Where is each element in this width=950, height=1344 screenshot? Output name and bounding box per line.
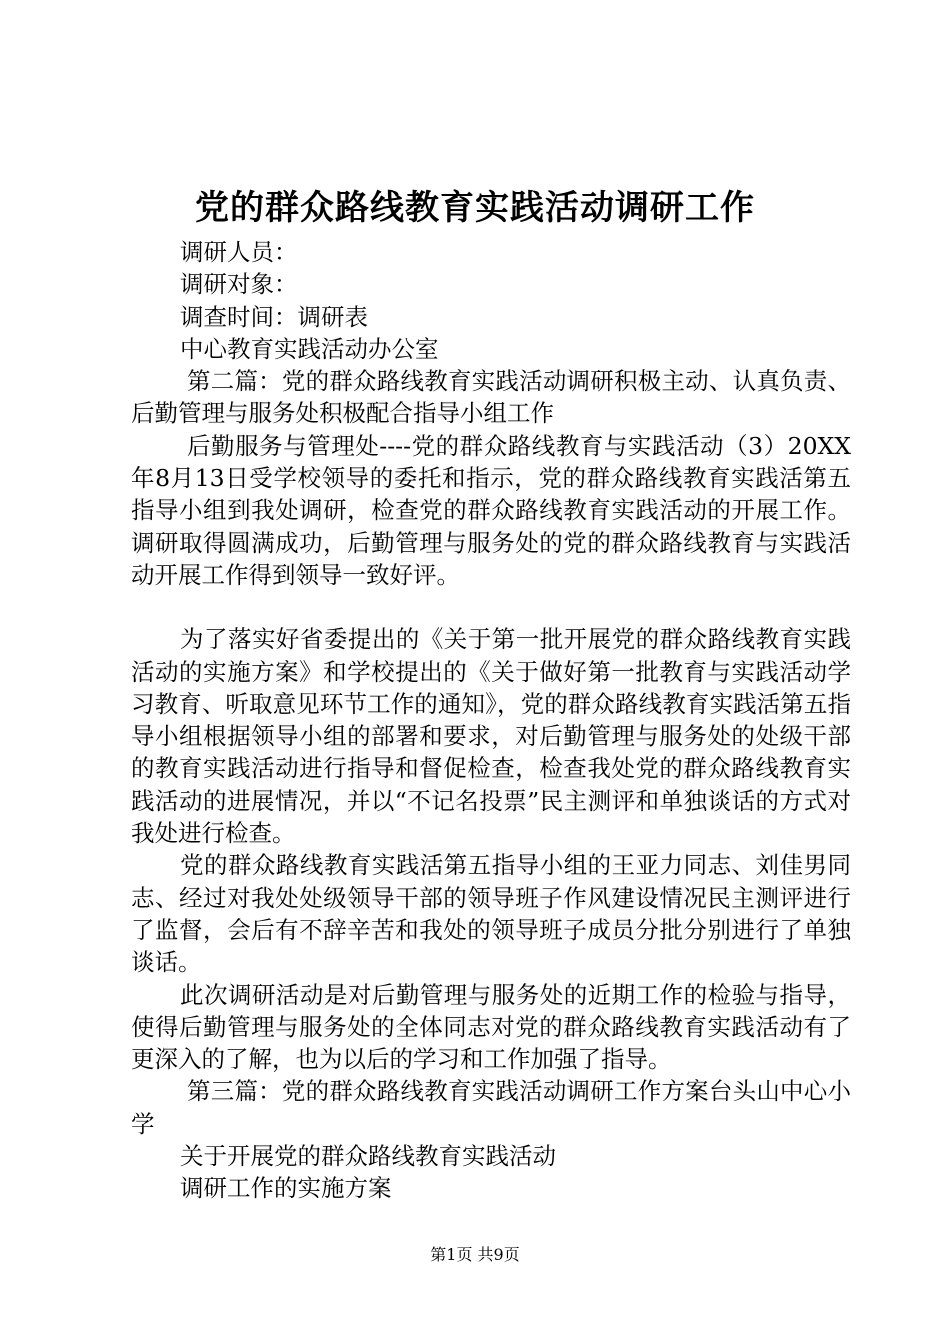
paragraph: 为了落实好省委提出的《关于第一批开展党的群众路线教育实践活动的实施方案》和学校提出的《关于做好第一批教育与实践活动学习教育、听取意见环节工作的通知》，党的群众路线教育实践活第五指导小组根据领导小组的部署和要求，对后勤管理与服务处的处级干部的教育实践活动进行指导和督促检查，检查我处党的群众路线教育实践活动的进展情况，并以“不记名投票”民主测评和单独谈话的方式对我处进行检查。 xyxy=(131,625,851,848)
plan-subtitle-line: 调研工作的实施方案 xyxy=(180,1174,392,1203)
research-target-line: 调研对象： xyxy=(180,270,298,299)
document-body xyxy=(131,236,851,1205)
office-line: 中心教育实践活动办公室 xyxy=(180,334,439,363)
paragraph: 后勤服务与管理处----党的群众路线教育与实践活动（3）20XX年8月13日受学校领导的委托和指示，党的群众路线教育实践活第五指导小组到我处调研，检查党的群众路线教育实践活动的开展工作。调研取得圆满成功，后勤管理与服务处的党的群众路线教育与实践活动开展工作得到领导一致好评。 xyxy=(131,431,851,589)
paragraph: 此次调研活动是对后勤管理与服务处的近期工作的检验与指导，使得后勤管理与服务处的全体同志对党的群众路线教育实践活动有了更深入的了解，也为以后的学习和工作加强了指导。 xyxy=(131,980,851,1074)
survey-time-line: 调查时间：调研表 xyxy=(180,302,368,331)
chapter-three-heading: 第三篇：党的群众路线教育实践活动调研工作方案台头山中心小学 xyxy=(131,1077,851,1138)
researcher-line: 调研人员： xyxy=(180,238,298,266)
plan-title-line: 关于开展党的群众路线教育实践活动 xyxy=(180,1142,556,1171)
chapter-two-heading: 第二篇：党的群众路线教育实践活动调研积极主动、认真负责、后勤管理与服务处积极配合指导小组工作 xyxy=(131,367,851,428)
page-number-footer: 第1页 共9页 xyxy=(430,1245,520,1264)
document-title: 党的群众路线教育实践活动调研工作 xyxy=(195,188,755,228)
paragraph: 党的群众路线教育实践活第五指导小组的王亚力同志、刘佳男同志、经过对我处处级领导干部的领导班子作风建设情况民主测评进行了监督，会后有不辞辛苦和我处的领导班子成员分批分别进行了单独谈话。 xyxy=(131,851,851,977)
